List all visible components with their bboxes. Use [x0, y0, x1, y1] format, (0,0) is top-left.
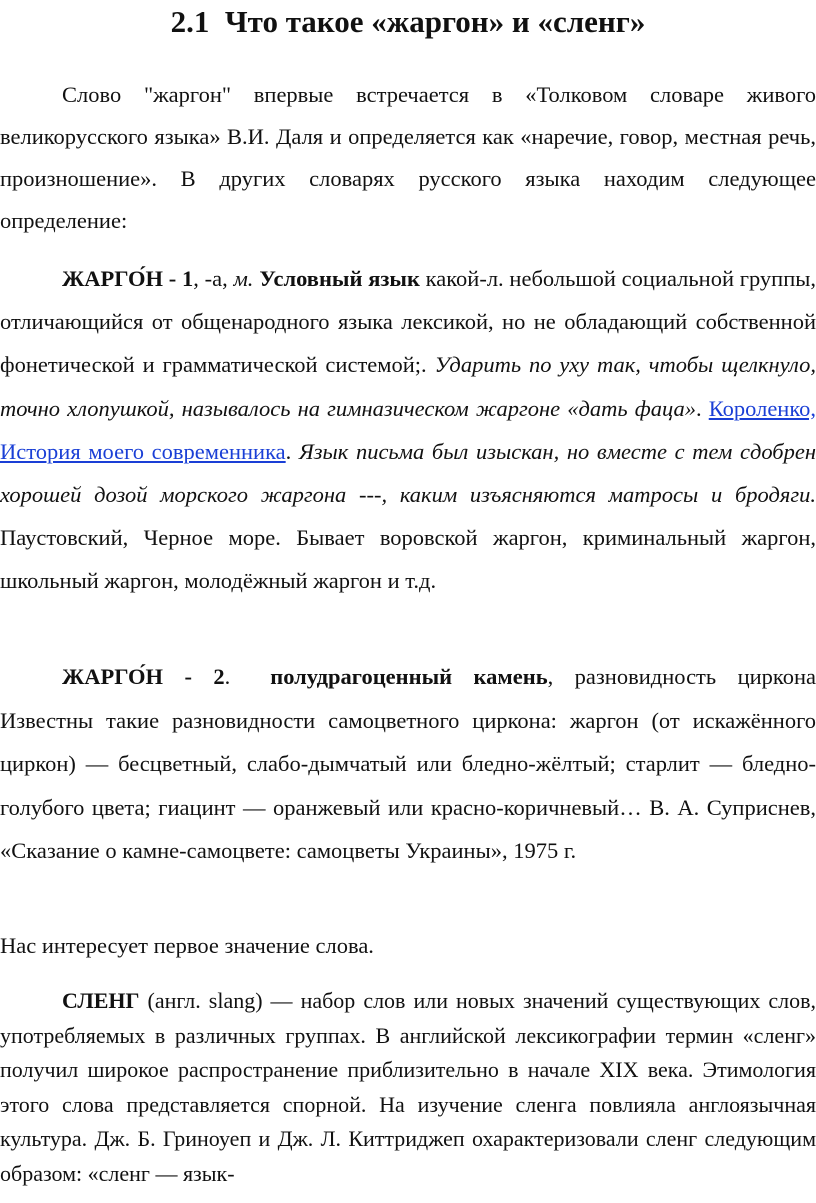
entry2-headword: ЖАРГО́Н - 2 — [62, 664, 225, 689]
entry1-example1: Ударить по уху так, чтобы щелкнуло, точно хлопушкой, называлось на гимназическом жаргоне «дать фаца» — [0, 352, 816, 421]
intro-text: Слово "жаргон" впервые встречается в «Толковом словаре живого великорусского языка» В.И. Даля и определяется как «наречие, говор, местная речь, произношение». В других словарях русского языка находим следующее определение: — [0, 82, 816, 233]
entry1-forms: -а, — [204, 266, 234, 291]
slang-term: СЛЕНГ — [62, 988, 140, 1013]
entry1-example2: Язык письма был изыскан, но вместе с тем сдобрен хорошей дозой морского жаргона ---, каким изъясняются матросы и бродяги. — [0, 438, 816, 508]
intro-paragraph — [0, 74, 816, 242]
dictionary-entry-2: ЖАРГО́Н - 2. полудрагоценный камень, разновидность циркона Известны такие разновидности самоцветного циркона: жаргон (от искажённого циркон) — бесцветный, слабо-дымчатый или бледно-жёлтый; старлит — бледно-голубого цвета; гиацинт — оранжевый или красно-коричневый… В. А. Суприснев, «Сказание о камне-самоцвете: самоцветы Украины», 1975 г. — [0, 664, 816, 864]
meaning-note — [0, 926, 816, 966]
section-number: 2.1 — [170, 4, 210, 39]
page-title — [0, 2, 816, 42]
entry1-gender: м. — [233, 266, 254, 291]
entry2-definition: , разновидность циркона Известны такие разновидности самоцветного циркона: жаргон (от искажённого циркон) — бесцветный, слабо-дымчатый или бледно-жёлтый; старлит — бледно-голубого цвета; гиацинт — оранжевый или красно-коричневый… В. А. Суприснев, «Сказание о камне-самоцвете: самоцветы Украины», 1975 г. — [0, 664, 816, 864]
source-link[interactable]: Короленко, История моего современника — [0, 395, 816, 464]
entry1-headword: ЖАРГО́Н - 1 — [62, 266, 194, 291]
meaning-note-text: Нас интересует первое значение слова. — [0, 933, 374, 958]
entry1-source2: Паустовский, Черное море. Бывает воровской жаргон, криминальный жаргон, школьный жаргон, молодёжный жаргон и т.д. — [0, 525, 816, 594]
entry1-term: Условный язык — [259, 266, 420, 291]
slang-text: (англ. slang) — набор слов или новых значений существующих слов, употребляемых в различных группах. В английской лексикографии термин «сленг» получил широкое распространение приблизительно в начале XIX века. Этимология этого слова представляется спорной. На изучение сленга повлияла англоязычная культура. Дж. Б. Гриноуеп и Дж. Л. Киттриджеп охарактеризовали сленг следующим образом: «сленг — язык- — [0, 988, 816, 1186]
entry2-term: полудрагоценный камень — [270, 664, 548, 689]
entry1-definition: какой-л. небольшой социальной группы, отличающийся от общенародного языка лексикой, но не обладающий собственной фонетической и грамматической системой;. — [0, 266, 816, 378]
section-title: Что такое «жаргон» и «сленг» — [224, 4, 646, 39]
slang-paragraph — [0, 984, 816, 1192]
dictionary-entry-1: ЖАРГО́Н - 1, -а, м. Условный язык какой-л. небольшой социальной группы, отличающийся от общенародного языка лексикой, но не обладающий собственной фонетической и грамматической системой;. Ударить по уху так, чтобы щелкнуло, точно хлопушкой, называлось на гимназическом жаргоне «дать фаца». Короленко, История моего современника. Язык письма был изыскан, но вместе с тем сдобрен хорошей дозой морского жаргона ---, каким изъясняются матросы и бродяги. Паустовский, Черное море. Бывает воровской жаргон, криминальный жаргон, школьный жаргон, молодёжный жаргон и т.д. — [0, 266, 816, 594]
